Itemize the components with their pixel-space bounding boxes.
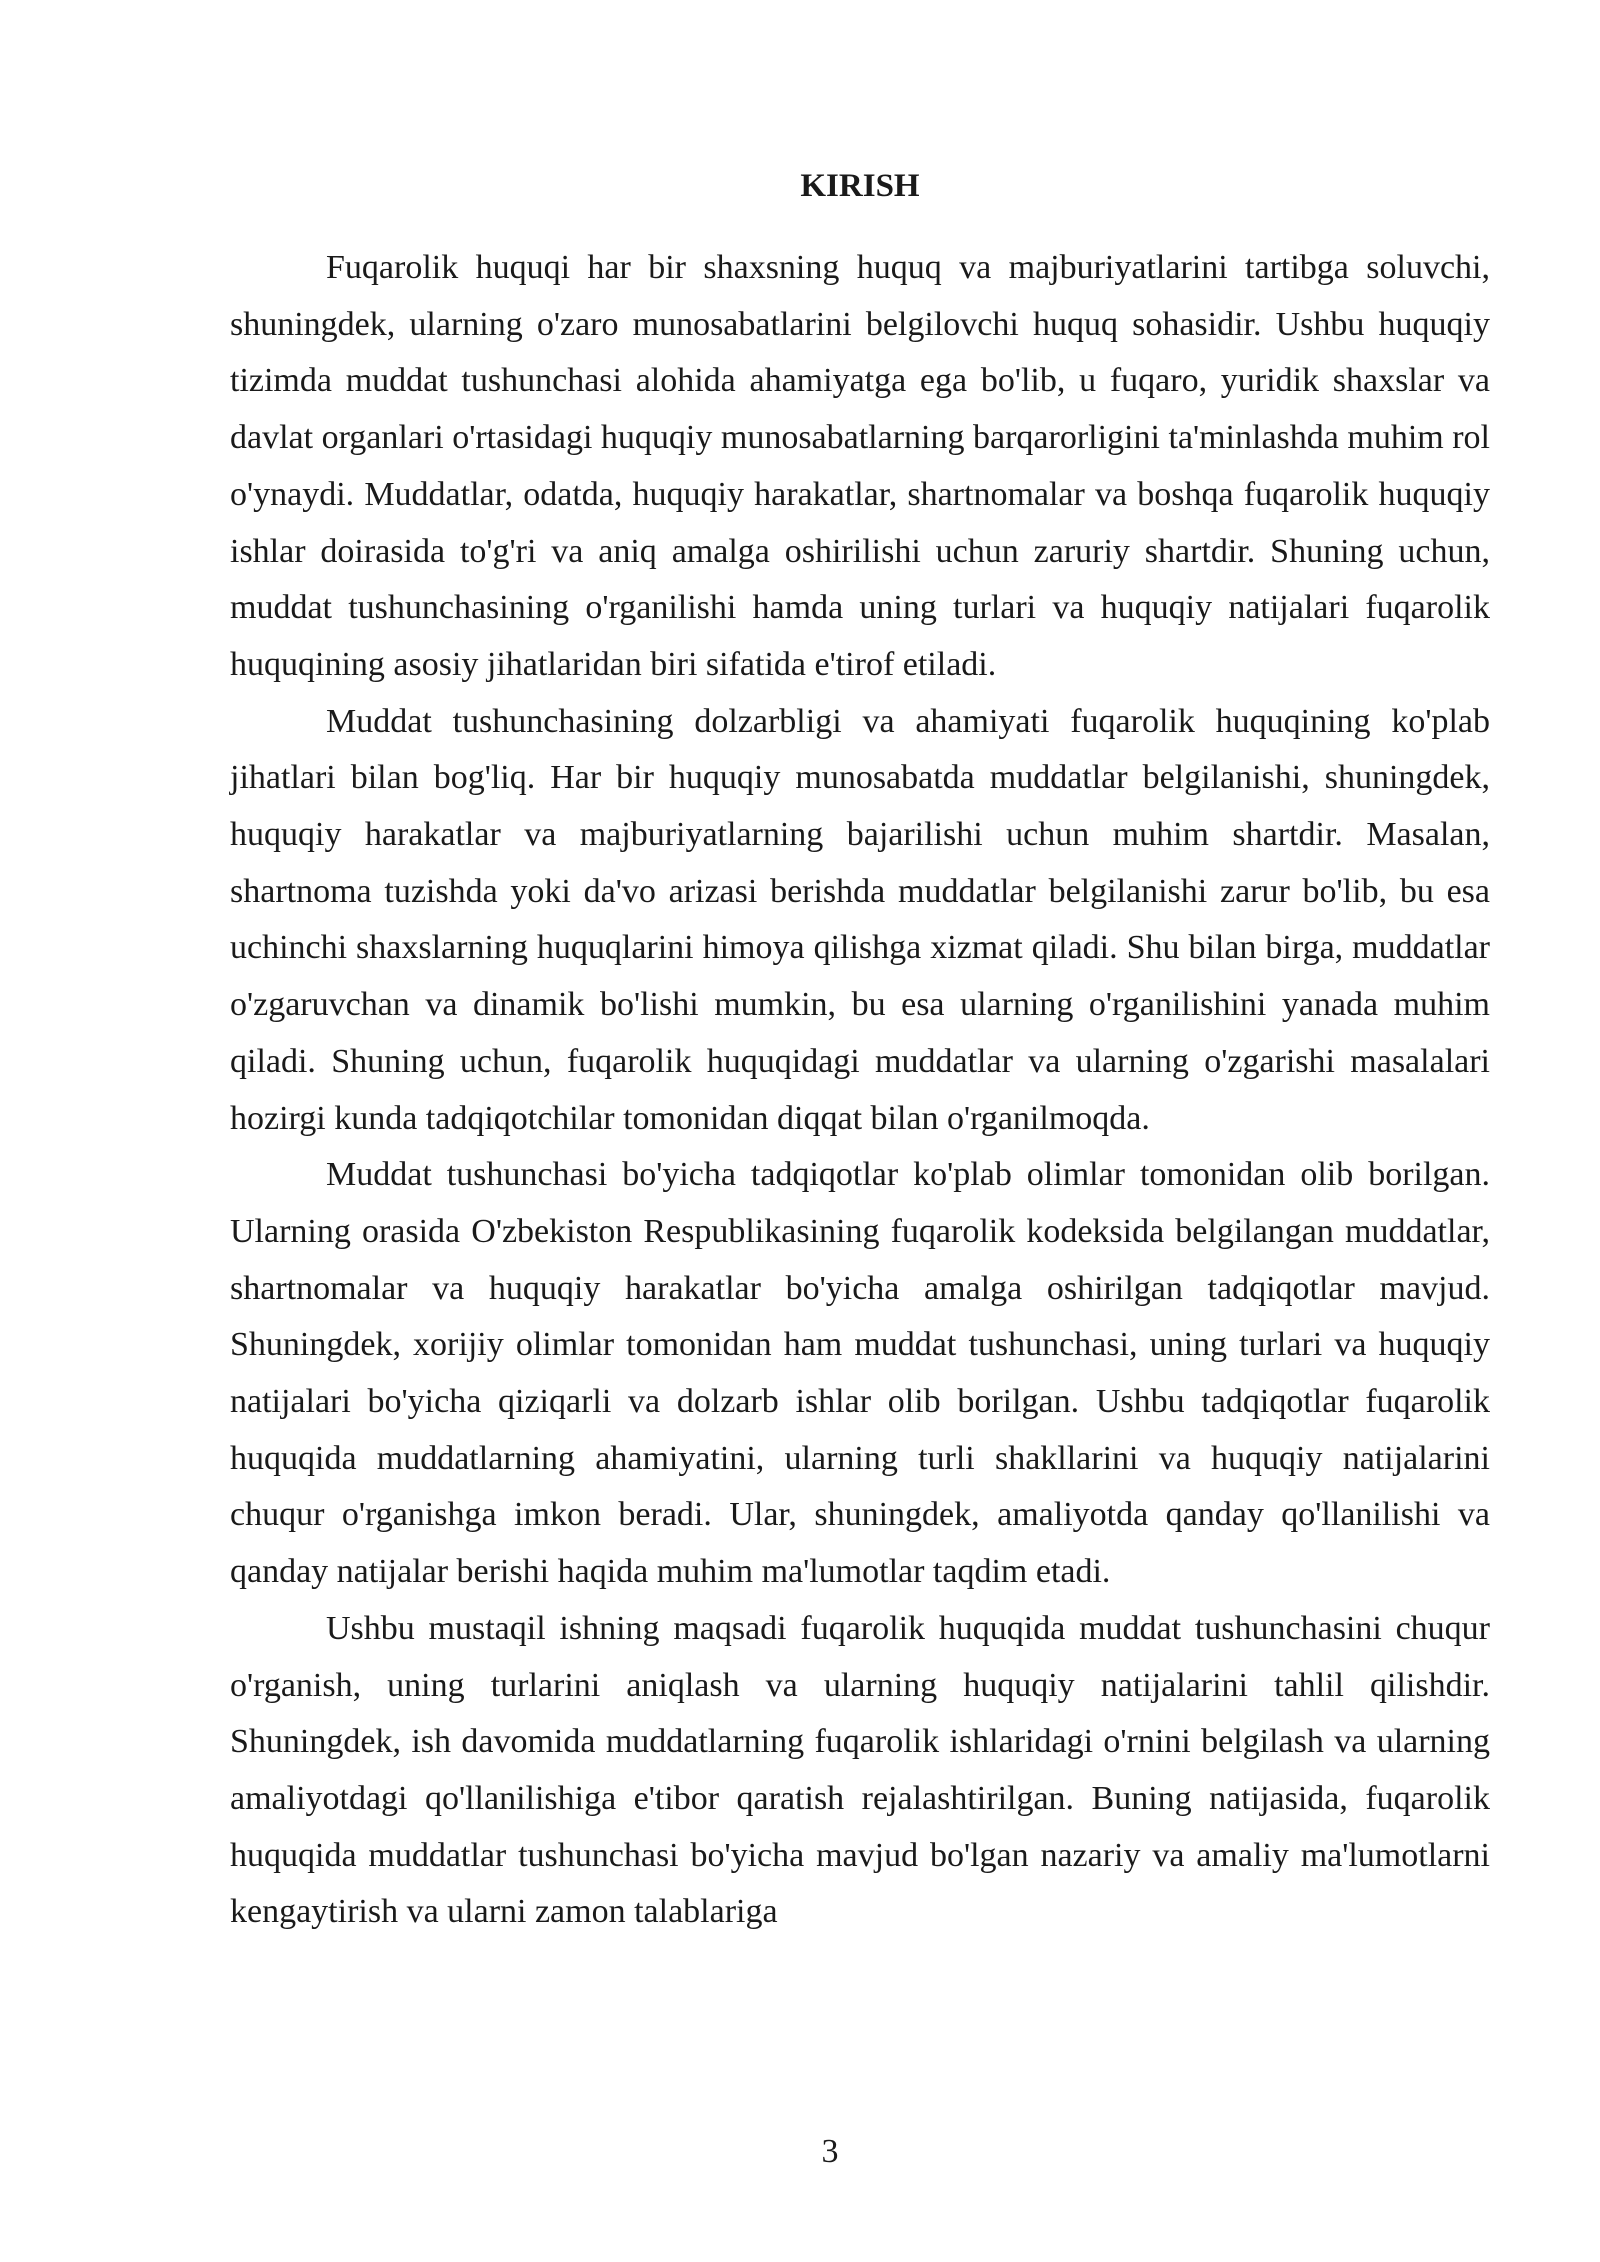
page-title: KIRISH (800, 168, 920, 204)
paragraph-3: Muddat tushunchasi bo'yicha tadqiqotlar ko'plab olimlar tomonidan olib borilgan. Ularning orasida O'zbekiston Respublikasining fuqarolik kodeksida belgilangan muddatlar, shartnomalar va huquqiy harakatlar bo'yicha amalga oshirilgan tadqiqotlar mavjud. Shuningdek, xorijiy olimlar tomonidan ham muddat tushunchasi, uning turlari va huquqiy natijalari bo'yicha qiziqarli va dolzarb ishlar olib borilgan. Ushbu tadqiqotlar fuqarolik huquqida muddatlarning ahamiyatini, ularning turli shakllarini va huquqiy natijalarini chuqur o'rganishga imkon beradi. Ular, shuningdek, amaliyotda qanday qo'llanilishi va qanday natijalar berishi haqida muhim ma'lumotlar taqdim etadi. (230, 1156, 1490, 1591)
page-number: 3 (821, 2133, 839, 2170)
page-content (230, 0, 1490, 1941)
paragraph-2: Muddat tushunchasining dolzarbligi va ahamiyati fuqarolik huquqining ko'plab jihatlari bilan bog'liq. Har bir huquqiy munosabatda muddatlar belgilanishi, shuningdek, huquqiy harakatlar va majburiyatlarning bajarilishi uchun muhim shartdir. Masalan, shartnoma tuzishda yoki da'vo arizasi berishda muddatlar belgilanishi zarur bo'lib, bu esa uchinchi shaxslarning huquqlarini himoya qilishga xizmat qiladi. Shu bilan birga, muddatlar o'zgaruvchan va dinamik bo'lishi mumkin, bu esa ularning o'rganilishini yanada muhim qiladi. Shuning uchun, fuqarolik huquqidagi muddatlar va ularning o'zgarishi masalalari hozirgi kunda tadqiqotchilar tomonidan diqqat bilan o'rganilmoqda. (230, 702, 1490, 1137)
body-text (230, 240, 1490, 1941)
paragraph-1: Fuqarolik huquqi har bir shaxsning huquq va majburiyatlarini tartibga soluvchi, shuningdek, ularning o'zaro munosabatlarini belgilovchi huquq sohasidir. Ushbu huquqiy tizimda muddat tushunchasi alohida ahamiyatga ega bo'lib, u fuqaro, yuridik shaxslar va davlat organlari o'rtasidagi huquqiy munosabatlarning barqarorligini ta'minlashda muhim rol o'ynaydi. Muddatlar, odatda, huquqiy harakatlar, shartnomalar va boshqa fuqarolik huquqiy ishlar doirasida to'g'ri va aniq amalga oshirilishi uchun zaruriy shartdir. Shuning uchun, muddat tushunchasining o'rganilishi hamda uning turlari va huquqiy natijalari fuqarolik huquqining asosiy jihatlaridan biri sifatida e'tirof etiladi. (230, 249, 1490, 683)
paragraph-4: Ushbu mustaqil ishning maqsadi fuqarolik huquqida muddat tushunchasini chuqur o'rganish, uning turlarini aniqlash va ularning huquqiy natijalarini tahlil qilishdir. Shuningdek, ish davomida muddatlarning fuqarolik ishlaridagi o'rnini belgilash va ularning amaliyotdagi qo'llanilishiga e'tibor qaratish rejalashtirilgan. Buning natijasida, fuqarolik huquqida muddatlar tushunchasi bo'yicha mavjud bo'lgan nazariy va amaliy ma'lumotlarni kengaytirish va ularni zamon talablariga (230, 1609, 1490, 1931)
